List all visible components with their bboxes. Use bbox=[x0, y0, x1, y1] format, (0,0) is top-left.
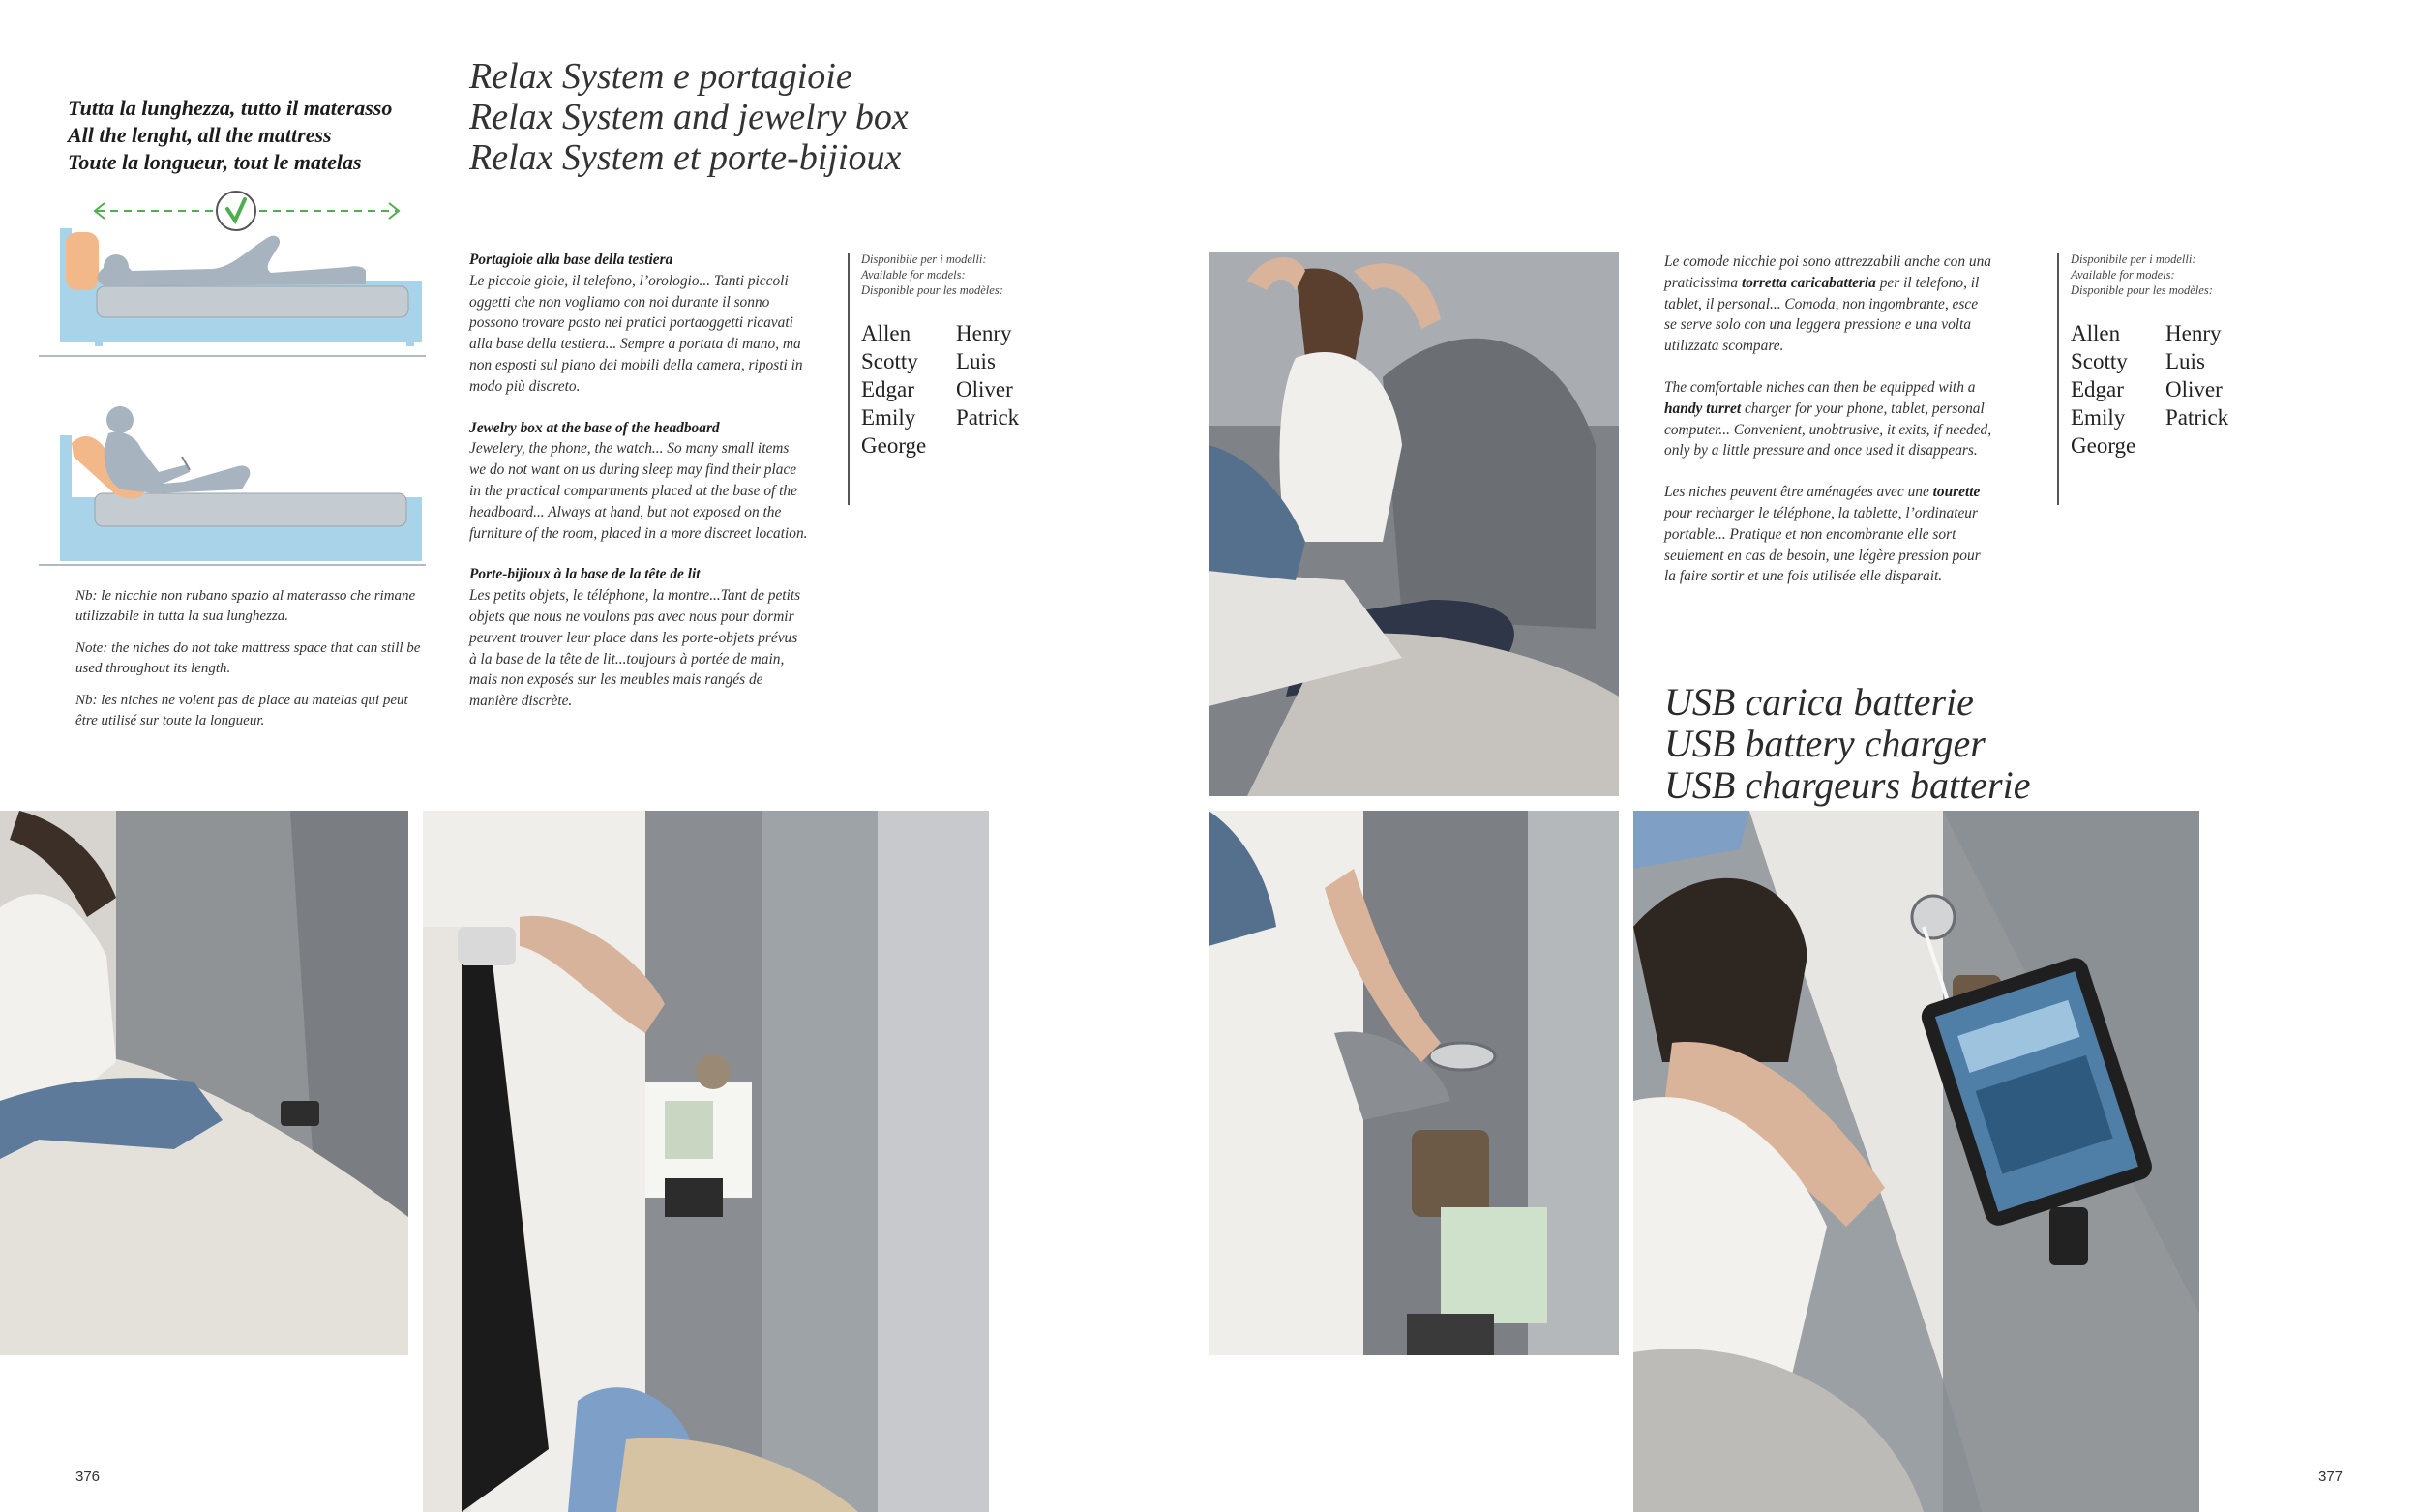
page-title bbox=[469, 56, 909, 178]
model-name: Oliver bbox=[2165, 377, 2223, 401]
woman-under-headboard-photo bbox=[0, 811, 408, 1355]
cushion bbox=[66, 232, 99, 290]
title-fr: Relax System et porte-bijioux bbox=[469, 137, 902, 178]
models-list-col1 bbox=[861, 319, 926, 460]
model-name: Emily bbox=[861, 405, 916, 430]
reading-figure bbox=[105, 432, 251, 493]
section-text: Les petits objets, le téléphone, la montre...Tant de petits objets que nous ne voulons pas avec nous pour dormir peuvent trouver leur place dans les porte-objets prévus à la base de la tête de lit...toujours à portée de main, mais non exposés sur les meubles mais rangés de manière discrète. bbox=[469, 587, 801, 710]
highlight: torretta caricabatteria bbox=[1741, 274, 1876, 291]
woman-with-tablet-photo bbox=[1633, 811, 2199, 1512]
page-number-right: 377 bbox=[2318, 1468, 2344, 1485]
model-name: Oliver bbox=[956, 377, 1013, 401]
title-it: Relax System e portagioie bbox=[469, 56, 852, 97]
notes-block bbox=[75, 586, 424, 743]
section-heading: Jewelry box at the base of the headboard bbox=[469, 419, 720, 436]
divider-line bbox=[2057, 253, 2059, 505]
mattress-length-diagram bbox=[39, 184, 435, 368]
model-name: Luis bbox=[2165, 349, 2205, 373]
lead-line-fr: Toute la longueur, tout le matelas bbox=[68, 150, 362, 174]
section-heading: Porte-bijioux à la base de la tête de lit bbox=[469, 566, 701, 583]
availability-label: Disponibile per i modelli: Available for models: Disponible pour les modèles: bbox=[861, 252, 1003, 297]
section-it bbox=[469, 250, 808, 398]
model-name: Luis bbox=[956, 349, 996, 373]
charger-para-fr: Les niches peuvent être aménagées avec une tourette pour recharger le téléphone, la tablette, l’ordinateur portable... Pratique et non encombrante elle sort seulement en cas de besoin, une légère pression pour la faire sortir et une fois utilisée elle disparait. bbox=[1664, 484, 1981, 585]
page-number-left: 376 bbox=[75, 1468, 101, 1485]
model-name: Edgar bbox=[861, 377, 914, 401]
note-en: Note: the niches do not take mattress space that can still be used throughout its length. bbox=[75, 640, 421, 676]
section-heading: Portagioie alla base della testiera bbox=[469, 252, 673, 268]
note-fr: Nb: les niches ne volent pas de place au matelas qui peut être utilisé sur toute la longueur. bbox=[75, 693, 408, 728]
charger-text bbox=[1664, 252, 1993, 608]
model-name: Henry bbox=[2165, 321, 2222, 345]
models-list-col2 bbox=[956, 319, 1019, 431]
reading-figure-head bbox=[106, 406, 134, 433]
availability-label: Disponibile per i modelli: Available for models: Disponible pour les modèles: bbox=[2071, 252, 2213, 297]
lead-heading bbox=[68, 95, 435, 176]
section-fr bbox=[469, 564, 808, 712]
model-name: Patrick bbox=[2165, 405, 2229, 430]
highlight: handy turret bbox=[1664, 400, 1742, 417]
usb-title-fr: USB chargeurs batterie bbox=[1664, 763, 2031, 807]
lead-line-en: All the lenght, all the mattress bbox=[68, 123, 332, 147]
model-name: George bbox=[861, 433, 927, 458]
model-name: Scotty bbox=[2071, 349, 2128, 373]
model-name: Allen bbox=[861, 321, 911, 345]
reading-position-diagram bbox=[39, 397, 435, 571]
divider-line bbox=[848, 253, 850, 505]
section-text: Le piccole gioie, il telefono, l’orologio... Tanti piccoli oggetti che non vogliamo con noi durante il sonno possono trovare posto nei pratici portaoggetti ricavati alla base della testiera... Sempre a portata di mano, ma non esposti sul piano dei mobili della camera, riposti in modo più discreto. bbox=[469, 272, 803, 395]
mattress bbox=[95, 493, 406, 526]
models-list-col1 bbox=[2071, 319, 2135, 460]
lead-line-it: Tutta la lunghezza, tutto il materasso bbox=[68, 96, 393, 120]
check-circle bbox=[217, 192, 255, 230]
usb-charger-title bbox=[1664, 681, 2030, 806]
usb-title-en: USB battery charger bbox=[1664, 722, 1986, 765]
woman-on-bed-photo bbox=[1209, 252, 1619, 796]
model-name: Emily bbox=[2071, 405, 2126, 430]
model-name: Patrick bbox=[956, 405, 1020, 430]
model-name: Allen bbox=[2071, 321, 2121, 345]
jewelry-box-text bbox=[469, 250, 808, 732]
model-name: Edgar bbox=[2071, 377, 2124, 401]
usb-title-it: USB carica batterie bbox=[1664, 680, 1974, 724]
lying-figure bbox=[97, 236, 366, 286]
model-name: Scotty bbox=[861, 349, 918, 373]
title-en: Relax System and jewelry box bbox=[469, 97, 909, 137]
models-list-col2 bbox=[2165, 319, 2228, 431]
mattress bbox=[97, 286, 408, 317]
charger-para-it: Le comode nicchie poi sono attrezzabili anche con una praticissima torretta caricabatteria per il telefono, il tablet, il personal... Comoda, non ingombrante, esce se serve solo con una leggera pressione e una volta utilizzata scompare. bbox=[1664, 253, 1991, 355]
model-name: Henry bbox=[956, 321, 1012, 345]
jewelry-niche-photo bbox=[423, 811, 989, 1512]
section-text: Jewelery, the phone, the watch... So many small items we do not want on us during sleep may find their place in the practical compartments placed at the base of the headboard... Always at hand, but not exposed on the furniture of the room, placed in a more discreet location. bbox=[469, 440, 808, 542]
arrow-right-head bbox=[389, 203, 399, 219]
charger-para-en: The comfortable niches can then be equipped with a handy turret charger for your phone, tablet, personal computer... Convenient, unobtrusive, it exits, if needed, only by a little pressure and once used it disappears. bbox=[1664, 378, 1992, 460]
highlight: tourette bbox=[1932, 484, 1981, 501]
section-en bbox=[469, 418, 808, 545]
note-it: Nb: le nicchie non rubano spazio al materasso che rimane utilizzabile in tutta la sua lunghezza. bbox=[75, 588, 416, 624]
model-name: George bbox=[2071, 433, 2136, 458]
turret-press-photo bbox=[1209, 811, 1619, 1355]
